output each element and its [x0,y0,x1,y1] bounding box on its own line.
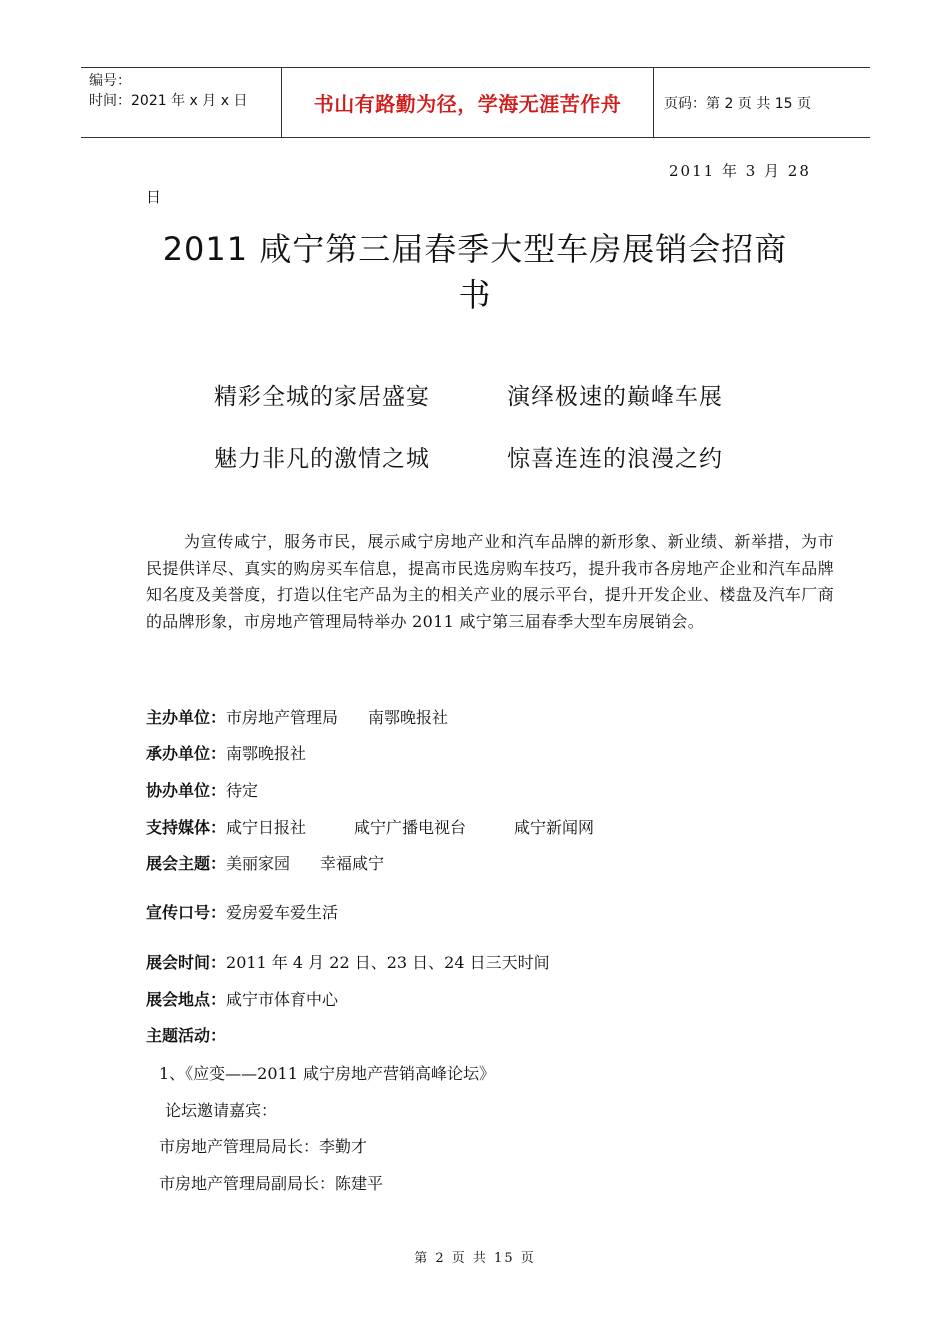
info-host-value-1: 市房地产管理局 [226,708,339,727]
info-host-label: 主办单位： [146,708,227,727]
document-date: 2011 年 3 月 28 [669,162,811,180]
header-motto: 书山有路勤为径，学海无涯苦作舟 [281,68,654,137]
info-media-value-1: 咸宁日报社 [226,818,307,837]
header-meta-cell [81,68,281,137]
slogan-1: 精彩全城的家居盛宴 [214,384,430,410]
document-number-label: 编号： [89,73,131,89]
info-activities-label: 主题活动： [146,1026,227,1045]
info-place-value: 咸宁市体育中心 [226,990,339,1009]
activity-item-1: 1、《应变——2011 咸宁房地产营销高峰论坛》 [159,1064,495,1083]
title-line-2: 书 [458,276,492,314]
info-time-label: 展会时间： [146,953,227,972]
forum-guest-2: 市房地产管理局副局长：陈建平 [159,1174,384,1193]
info-organizer-row [146,741,306,764]
info-theme-value-1: 美丽家园 [226,854,291,873]
intro-paragraph: 为宣传咸宁，服务市民，展示咸宁房地产业和汽车品牌的新形象、新业绩、新举措，为市民提供详尽、真实的购房买车信息，提高市民选房购车技巧，提升我市各房地产企业和汽车品牌知名度及美誉度，打造以住宅产品为主的相关产业的展示平台，提升开发企业、楼盘及汽车厂商的品牌形象，市房地产管理局特举办 2011 咸宁第三届春季大型车房展销会。 [146,532,834,631]
info-theme-value-2: 幸福咸宁 [320,854,385,873]
info-time-row [146,950,550,973]
info-media-row [146,815,594,838]
forum-guest-1: 市房地产管理局局长：李勤才 [159,1137,368,1156]
info-place-label: 展会地点： [146,990,227,1009]
info-place-row [146,987,338,1010]
forum-guests-label: 论坛邀请嘉宾： [165,1101,278,1120]
info-organizer-label: 承办单位： [146,744,227,763]
info-media-value-3: 咸宁新闻网 [514,818,595,837]
info-media-label: 支持媒体： [146,818,227,837]
info-slogan-value: 爱房爱车爱生活 [226,903,339,922]
info-time-value: 2011 年 4 月 22 日、23 日、24 日三天时间 [226,953,550,972]
info-host-value-2: 南鄂晚报社 [368,708,449,727]
info-co-label: 协办单位： [146,781,227,800]
title-line-1: 2011 咸宁第三届春季大型车房展销会招商 [162,230,788,268]
info-organizer-value: 南鄂晚报社 [226,744,307,763]
document-date-day: 日 [146,188,162,206]
page-footer: 第 2 页 共 15 页 [414,1251,536,1266]
info-theme-label: 展会主题： [146,854,227,873]
info-host-row [146,705,448,728]
info-theme-row [146,851,384,874]
header-page-info: 页码：第 2 页 共 15 页 [664,95,811,112]
info-activities-row [146,1023,226,1046]
header-table [81,67,870,138]
page-title [100,226,850,318]
slogan-2: 演绎极速的巅峰车展 [507,384,723,410]
info-co-value: 待定 [226,781,259,800]
info-slogan-label: 宣传口号： [146,903,227,922]
document-time-label: 时间：2021 年 x 月 x 日 [89,93,248,109]
slogan-4: 惊喜连连的浪漫之约 [507,446,723,472]
info-slogan-row [146,900,338,923]
info-co-row [146,778,258,801]
slogan-3: 魅力非凡的激情之城 [214,446,430,472]
info-media-value-2: 咸宁广播电视台 [354,818,467,837]
